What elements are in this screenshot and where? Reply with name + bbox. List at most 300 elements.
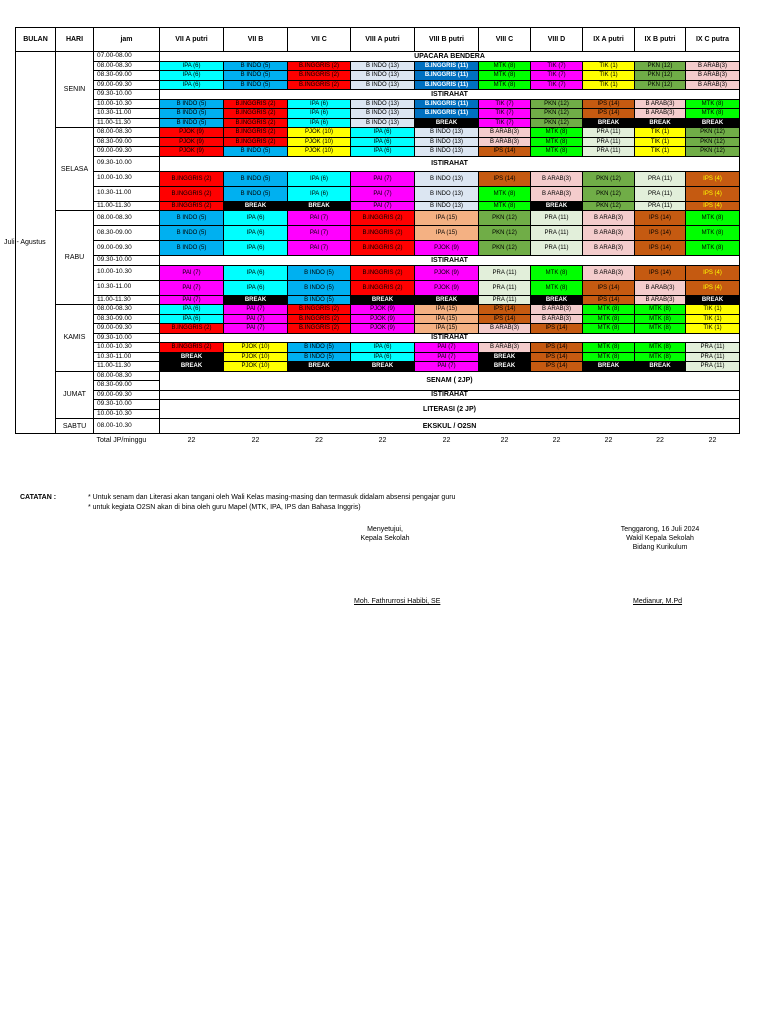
subject-cell: TIK (7) xyxy=(479,99,531,109)
subject-cell: PKN (12) xyxy=(635,80,686,90)
subject-cell: B INDO (5) xyxy=(288,265,351,280)
subject-cell: PAI (7) xyxy=(224,314,288,324)
subject-cell: MTK (8) xyxy=(686,211,740,226)
subject-cell: PKN (12) xyxy=(531,118,583,128)
schedule-row xyxy=(16,390,740,400)
subject-cell: PAI (7) xyxy=(415,352,479,362)
activity-banner: ISTIRAHAT xyxy=(160,390,740,400)
total-value: 22 xyxy=(442,437,451,445)
subject-cell: B INDO (5) xyxy=(160,99,224,109)
schedule-row xyxy=(16,305,740,315)
subject-cell: IPA (6) xyxy=(288,109,351,119)
subject-cell: B.INGGRIS (11) xyxy=(415,80,479,90)
schedule-row xyxy=(16,90,740,100)
column-header: IX C putra xyxy=(686,28,740,52)
subject-cell: IPS (14) xyxy=(479,171,531,186)
subject-cell: TIK (7) xyxy=(479,109,531,119)
subject-cell: B INDO (5) xyxy=(160,211,224,226)
time-slot: 08.00-08.30 xyxy=(94,128,160,138)
subject-cell: B.INGGRIS (2) xyxy=(160,171,224,186)
column-header: jam xyxy=(94,28,160,52)
subject-cell: B INDO (5) xyxy=(288,343,351,353)
subject-cell: PKN (12) xyxy=(479,241,531,256)
subject-cell: B.INGGRIS (2) xyxy=(351,280,415,295)
break-cell: BREAK xyxy=(531,295,583,305)
total-value: 22 xyxy=(708,437,717,445)
subject-cell: B INDO (13) xyxy=(415,128,479,138)
subject-cell: B.INGGRIS (2) xyxy=(224,118,288,128)
break-cell: BREAK xyxy=(531,201,583,211)
activity-banner: ISTIRAHAT xyxy=(160,333,740,343)
column-header: VIII B putri xyxy=(415,28,479,52)
time-slot: 09.00-09.30 xyxy=(94,147,160,157)
time-slot: 08.30-09.00 xyxy=(94,314,160,324)
break-cell: BREAK xyxy=(415,118,479,128)
subject-cell: PJOK (10) xyxy=(224,343,288,353)
time-slot: 08.30-09.00 xyxy=(94,226,160,241)
subject-cell: B ARAB(3) xyxy=(531,171,583,186)
note-line: * untuk kegiata O2SN akan di bina oleh guru Mapel (MTK, IPA, IPS dan Bahasa Inggris) xyxy=(88,504,361,511)
subject-cell: B.INGGRIS (2) xyxy=(160,343,224,353)
subject-cell: TIK (7) xyxy=(479,118,531,128)
subject-cell: PRA (11) xyxy=(686,343,740,353)
schedule-row xyxy=(16,171,740,186)
subject-cell: PJOK (9) xyxy=(160,128,224,138)
subject-cell: IPA (6) xyxy=(224,265,288,280)
day-label: JUMAT xyxy=(56,371,94,419)
schedule-row xyxy=(16,109,740,119)
subject-cell: PJOK (9) xyxy=(351,314,415,324)
subject-cell: B INDO (13) xyxy=(351,118,415,128)
schedule-row xyxy=(16,226,740,241)
break-cell: BREAK xyxy=(351,362,415,372)
subject-cell: IPS (4) xyxy=(686,171,740,186)
subject-cell: MTK (8) xyxy=(686,241,740,256)
subject-cell: TIK (1) xyxy=(635,137,686,147)
subject-cell: B ARAB(3) xyxy=(479,137,531,147)
subject-cell: PRA (11) xyxy=(583,147,635,157)
activity-banner: UPACARA BENDERA xyxy=(160,52,740,62)
break-cell: BREAK xyxy=(479,352,531,362)
subject-cell: PAI (7) xyxy=(224,305,288,315)
subject-cell: B ARAB(3) xyxy=(583,265,635,280)
subject-cell: IPA (6) xyxy=(288,99,351,109)
curriculum-title: Bidang Kurikulum xyxy=(632,544,688,551)
approval-signature-block xyxy=(340,525,430,543)
subject-cell: MTK (8) xyxy=(635,352,686,362)
notes-label: CATATAN : xyxy=(20,494,57,501)
subject-cell: PAI (7) xyxy=(224,324,288,334)
subject-cell: PJOK (9) xyxy=(415,280,479,295)
subject-cell: MTK (8) xyxy=(479,186,531,201)
total-label: Total JP/minggu xyxy=(96,437,147,445)
subject-cell: B ARAB(3) xyxy=(635,99,686,109)
subject-cell: B.INGGRIS (2) xyxy=(288,324,351,334)
subject-cell: B INDO (5) xyxy=(160,241,224,256)
subject-cell: IPS (14) xyxy=(531,324,583,334)
subject-cell: MTK (8) xyxy=(479,201,531,211)
schedule-row xyxy=(16,419,740,434)
subject-cell: PAI (7) xyxy=(415,362,479,372)
approval-title: Kepala Sekolah xyxy=(360,535,410,542)
subject-cell: B INDO (13) xyxy=(415,137,479,147)
subject-cell: B.INGGRIS (2) xyxy=(224,137,288,147)
schedule-row xyxy=(16,333,740,343)
subject-cell: B.INGGRIS (2) xyxy=(351,265,415,280)
subject-cell: B INDO (13) xyxy=(415,201,479,211)
subject-cell: MTK (8) xyxy=(635,305,686,315)
time-slot: 10.00-10.30 xyxy=(94,265,160,280)
time-slot: 10.30-11.00 xyxy=(94,186,160,201)
subject-cell: PJOK (10) xyxy=(288,128,351,138)
subject-cell: TIK (1) xyxy=(583,61,635,71)
subject-cell: B.INGGRIS (2) xyxy=(224,99,288,109)
time-slot: 07.00-08.00 xyxy=(94,52,160,62)
time-slot: 10.30-11.00 xyxy=(94,109,160,119)
subject-cell: PAI (7) xyxy=(160,265,224,280)
schedule-row xyxy=(16,362,740,372)
time-slot: 08.00-08.30 xyxy=(94,61,160,71)
column-header: VII B xyxy=(224,28,288,52)
time-slot: 10.30-11.00 xyxy=(94,352,160,362)
subject-cell: PJOK (9) xyxy=(160,147,224,157)
curriculum-signature-block xyxy=(605,525,715,552)
subject-cell: B INDO (5) xyxy=(160,118,224,128)
break-cell: BREAK xyxy=(635,118,686,128)
subject-cell: PAI (7) xyxy=(288,226,351,241)
subject-cell: B INDO (5) xyxy=(288,295,351,305)
subject-cell: MTK (8) xyxy=(583,352,635,362)
activity-banner: EKSKUL / O2SN xyxy=(160,419,740,434)
time-slot: 10.00-10.30 xyxy=(94,409,160,419)
column-header: IX A putri xyxy=(583,28,635,52)
subject-cell: B.INGGRIS (2) xyxy=(351,211,415,226)
subject-cell: B ARAB(3) xyxy=(479,324,531,334)
subject-cell: MTK (8) xyxy=(686,99,740,109)
subject-cell: TIK (1) xyxy=(583,80,635,90)
subject-cell: PKN (12) xyxy=(686,137,740,147)
subject-cell: IPS (14) xyxy=(479,147,531,157)
subject-cell: PJOK (10) xyxy=(224,362,288,372)
schedule-row xyxy=(16,265,740,280)
schedule-row xyxy=(16,280,740,295)
column-header: VIII C xyxy=(479,28,531,52)
subject-cell: IPS (14) xyxy=(583,280,635,295)
subject-cell: B.INGGRIS (11) xyxy=(415,109,479,119)
total-value: 22 xyxy=(315,437,323,445)
subject-cell: B ARAB(3) xyxy=(635,109,686,119)
subject-cell: TIK (1) xyxy=(686,324,740,334)
break-cell: BREAK xyxy=(479,362,531,372)
subject-cell: B.INGGRIS (2) xyxy=(160,324,224,334)
subject-cell: MTK (8) xyxy=(479,61,531,71)
subject-cell: MTK (8) xyxy=(531,265,583,280)
month-cell xyxy=(4,52,56,434)
subject-cell: IPA (6) xyxy=(160,314,224,324)
subject-cell: PKN (12) xyxy=(531,109,583,119)
subject-cell: MTK (8) xyxy=(479,80,531,90)
subject-cell: IPS (4) xyxy=(686,280,740,295)
break-cell: BREAK xyxy=(351,295,415,305)
subject-cell: MTK (8) xyxy=(479,71,531,81)
total-value: 22 xyxy=(378,437,387,445)
vice-principal-title: Wakil Kepala Sekolah xyxy=(626,535,694,542)
subject-cell: IPA (6) xyxy=(351,352,415,362)
break-cell: BREAK xyxy=(160,352,224,362)
schedule-row xyxy=(16,343,740,353)
subject-cell: B ARAB(3) xyxy=(583,211,635,226)
schedule-row xyxy=(16,156,740,171)
total-value: 22 xyxy=(500,437,509,445)
subject-cell: B INDO (5) xyxy=(224,147,288,157)
subject-cell: MTK (8) xyxy=(635,314,686,324)
vice-principal-name: Medianur, M.Pd xyxy=(633,598,683,605)
subject-cell: B ARAB(3) xyxy=(686,61,740,71)
column-header: HARI xyxy=(56,28,94,52)
schedule-row xyxy=(16,211,740,226)
time-slot: 10.00-10.30 xyxy=(94,99,160,109)
subject-cell: B ARAB(3) xyxy=(635,280,686,295)
subject-cell: PKN (12) xyxy=(531,99,583,109)
note-line: * Untuk senam dan Literasi akan tangani oleh Wali Kelas masing-masing dan termasuk didalam absensi pengajar guru xyxy=(88,494,456,501)
subject-cell: IPS (14) xyxy=(635,265,686,280)
time-slot: 08.00-08.30 xyxy=(94,305,160,315)
time-slot: 09.00-09.30 xyxy=(94,390,160,400)
subject-cell: B INDO (5) xyxy=(224,71,288,81)
subject-cell: IPA (6) xyxy=(160,61,224,71)
subject-cell: IPA (15) xyxy=(415,211,479,226)
time-slot: 11.00-11.30 xyxy=(94,118,160,128)
column-header: IX B putri xyxy=(635,28,686,52)
subject-cell: IPS (4) xyxy=(686,186,740,201)
time-slot: 10.30-11.00 xyxy=(94,280,160,295)
break-cell: BREAK xyxy=(224,295,288,305)
time-slot: 09.30-10.00 xyxy=(94,256,160,266)
subject-cell: PAI (7) xyxy=(351,201,415,211)
subject-cell: IPS (14) xyxy=(583,295,635,305)
schedule-row xyxy=(16,128,740,138)
subject-cell: B INDO (13) xyxy=(351,109,415,119)
schedule-row xyxy=(16,241,740,256)
subject-cell: TIK (7) xyxy=(531,71,583,81)
subject-cell: MTK (8) xyxy=(531,147,583,157)
schedule-row xyxy=(16,118,740,128)
subject-cell: PKN (12) xyxy=(479,226,531,241)
subject-cell: B ARAB(3) xyxy=(531,314,583,324)
subject-cell: PJOK (9) xyxy=(415,241,479,256)
subject-cell: IPS (14) xyxy=(583,109,635,119)
subject-cell: B INDO (13) xyxy=(351,71,415,81)
subject-cell: IPA (15) xyxy=(415,226,479,241)
subject-cell: B.INGGRIS (2) xyxy=(288,80,351,90)
subject-cell: B.INGGRIS (11) xyxy=(415,61,479,71)
time-slot: 09.00-09.30 xyxy=(94,241,160,256)
time-slot: 09.30-10.00 xyxy=(94,333,160,343)
subject-cell: MTK (8) xyxy=(635,324,686,334)
month-label: Juli - Agustus xyxy=(4,239,46,246)
subject-cell: MTK (8) xyxy=(531,128,583,138)
schedule-row xyxy=(16,61,740,71)
subject-cell: B INDO (13) xyxy=(415,171,479,186)
subject-cell: IPA (6) xyxy=(288,171,351,186)
subject-cell: PRA (11) xyxy=(479,265,531,280)
subject-cell: PKN (12) xyxy=(686,147,740,157)
subject-cell: IPS (14) xyxy=(635,211,686,226)
subject-cell: PRA (11) xyxy=(479,295,531,305)
subject-cell: IPA (6) xyxy=(224,280,288,295)
subject-cell: PJOK (10) xyxy=(224,352,288,362)
subject-cell: IPS (14) xyxy=(531,362,583,372)
activity-banner: LITERASI (2 JP) xyxy=(160,400,740,419)
break-cell: BREAK xyxy=(583,118,635,128)
subject-cell: B ARAB(3) xyxy=(686,80,740,90)
table-body xyxy=(4,52,740,448)
break-cell: BREAK xyxy=(686,118,740,128)
subject-cell: B.INGGRIS (2) xyxy=(224,128,288,138)
subject-cell: PRA (11) xyxy=(583,137,635,147)
subject-cell: B INDO (5) xyxy=(288,352,351,362)
subject-cell: IPA (6) xyxy=(224,226,288,241)
subject-cell: PRA (11) xyxy=(531,211,583,226)
subject-cell: MTK (8) xyxy=(686,109,740,119)
time-slot: 10.00-10.30 xyxy=(94,343,160,353)
time-slot: 09.00-09.30 xyxy=(94,80,160,90)
schedule-row xyxy=(16,371,740,381)
column-header: VII C xyxy=(288,28,351,52)
subject-cell: TIK (1) xyxy=(583,71,635,81)
subject-cell: MTK (8) xyxy=(531,137,583,147)
subject-cell: PRA (11) xyxy=(635,186,686,201)
day-label: SELASA xyxy=(56,128,94,211)
total-value: 22 xyxy=(251,437,260,445)
subject-cell: PKN (12) xyxy=(479,211,531,226)
subject-cell: PRA (11) xyxy=(686,352,740,362)
activity-banner: SENAM ( 2JP) xyxy=(160,371,740,390)
break-cell: BREAK xyxy=(635,362,686,372)
subject-cell: IPA (6) xyxy=(351,128,415,138)
subject-cell: IPA (6) xyxy=(224,211,288,226)
subject-cell: IPA (6) xyxy=(351,137,415,147)
subject-cell: B ARAB(3) xyxy=(479,343,531,353)
total-row xyxy=(16,434,740,448)
total-value: 22 xyxy=(552,437,561,445)
time-slot: 11.00-11.30 xyxy=(94,362,160,372)
subject-cell: IPA (6) xyxy=(351,147,415,157)
subject-cell: TIK (1) xyxy=(635,128,686,138)
day-label: RABU xyxy=(56,211,94,305)
time-slot: 08.30-09.00 xyxy=(94,71,160,81)
total-value: 22 xyxy=(187,437,196,445)
column-header: BULAN xyxy=(16,28,56,52)
break-cell: BREAK xyxy=(288,362,351,372)
schedule-row xyxy=(16,352,740,362)
schedule-row xyxy=(16,80,740,90)
subject-cell: B INDO (13) xyxy=(351,99,415,109)
break-cell: BREAK xyxy=(224,201,288,211)
schedule-row xyxy=(16,314,740,324)
day-label: SENIN xyxy=(56,52,94,128)
subject-cell: PRA (11) xyxy=(531,226,583,241)
subject-cell: IPS (14) xyxy=(531,352,583,362)
subject-cell: PAI (7) xyxy=(160,295,224,305)
subject-cell: IPS (14) xyxy=(635,241,686,256)
time-slot: 11.00-11.30 xyxy=(94,295,160,305)
subject-cell: B ARAB(3) xyxy=(635,295,686,305)
subject-cell: PJOK (9) xyxy=(351,324,415,334)
subject-cell: PKN (12) xyxy=(635,61,686,71)
total-value: 22 xyxy=(656,437,664,445)
subject-cell: B.INGGRIS (2) xyxy=(351,226,415,241)
principal-name: Moh. Fathrurrosi Habibi, SE xyxy=(354,598,441,605)
subject-cell: B INDO (13) xyxy=(415,147,479,157)
subject-cell: PKN (12) xyxy=(583,186,635,201)
subject-cell: TIK (7) xyxy=(531,80,583,90)
subject-cell: IPS (14) xyxy=(531,343,583,353)
subject-cell: IPS (14) xyxy=(583,99,635,109)
total-spacer xyxy=(16,434,94,448)
subject-cell: MTK (8) xyxy=(531,280,583,295)
total-value: 22 xyxy=(604,437,613,445)
subject-cell: IPA (6) xyxy=(288,186,351,201)
subject-cell: B ARAB(3) xyxy=(531,305,583,315)
schedule-row xyxy=(16,147,740,157)
subject-cell: IPA (6) xyxy=(160,305,224,315)
day-label: KAMIS xyxy=(56,305,94,372)
activity-banner: ISTIRAHAT xyxy=(160,256,740,266)
subject-cell: B INDO (5) xyxy=(288,280,351,295)
time-slot: 08.30-09.00 xyxy=(94,381,160,391)
subject-cell: IPS (14) xyxy=(635,226,686,241)
break-cell: BREAK xyxy=(288,201,351,211)
subject-cell: PRA (11) xyxy=(531,241,583,256)
subject-cell: TIK (1) xyxy=(686,314,740,324)
break-cell: BREAK xyxy=(160,362,224,372)
schedule-table xyxy=(4,27,740,448)
subject-cell: PKN (12) xyxy=(686,128,740,138)
subject-cell: PKN (12) xyxy=(583,171,635,186)
approval-label: Menyetujui, xyxy=(367,526,403,533)
place-date: Tenggarong, 16 Juli 2024 xyxy=(620,526,700,533)
subject-cell: IPS (14) xyxy=(479,305,531,315)
subject-cell: IPA (6) xyxy=(351,343,415,353)
schedule-row xyxy=(16,295,740,305)
subject-cell: MTK (8) xyxy=(686,226,740,241)
subject-cell: PJOK (10) xyxy=(288,137,351,147)
subject-cell: B INDO (5) xyxy=(224,61,288,71)
time-slot: 09.30-10.00 xyxy=(94,400,160,410)
subject-cell: PAI (7) xyxy=(351,186,415,201)
subject-cell: PAI (7) xyxy=(160,280,224,295)
subject-cell: PRA (11) xyxy=(686,362,740,372)
subject-cell: IPA (6) xyxy=(160,71,224,81)
subject-cell: PRA (11) xyxy=(479,280,531,295)
time-slot: 08.30-09.00 xyxy=(94,137,160,147)
subject-cell: B INDO (13) xyxy=(351,80,415,90)
break-cell: BREAK xyxy=(583,362,635,372)
subject-cell: IPA (6) xyxy=(288,118,351,128)
subject-cell: B ARAB(3) xyxy=(583,241,635,256)
subject-cell: TIK (1) xyxy=(686,305,740,315)
subject-cell: IPA (15) xyxy=(415,324,479,334)
subject-cell: B.INGGRIS (2) xyxy=(160,201,224,211)
schedule-row xyxy=(16,137,740,147)
subject-cell: TIK (7) xyxy=(531,61,583,71)
subject-cell: IPA (6) xyxy=(160,80,224,90)
subject-cell: TIK (1) xyxy=(635,147,686,157)
subject-cell: B.INGGRIS (2) xyxy=(288,305,351,315)
subject-cell: B.INGGRIS (2) xyxy=(224,109,288,119)
subject-cell: PJOK (9) xyxy=(160,137,224,147)
